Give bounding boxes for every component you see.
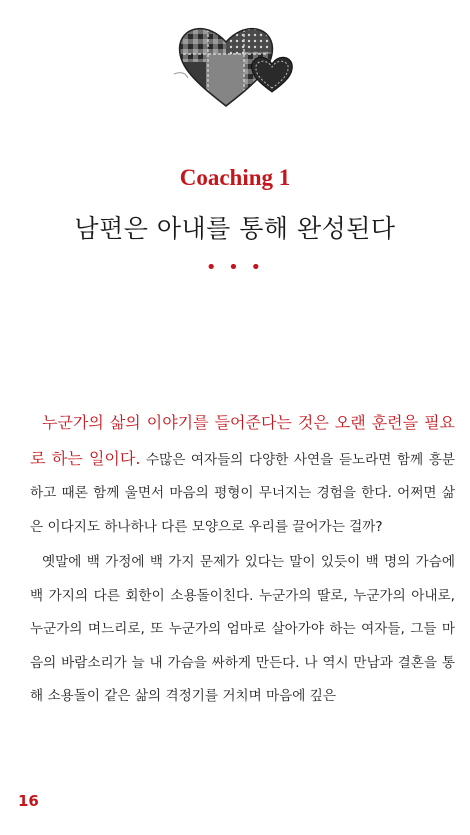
body-text: [30, 406, 455, 714]
paragraph-1-text: 수많은 여자들의 다양한 사연을 듣노라면 함께 흥분하고 때론 함께 울면서 마음의 평형이 무너지는 경험을 한다. 어쩌면 삶은 이다지도 하나하나 다른 모양으로 우리를 끌어가는 걸까?: [30, 451, 455, 535]
paragraph-1: [30, 406, 455, 544]
paragraph-2: 옛말에 백 가정에 백 가지 문제가 있다는 말이 있듯이 백 명의 가슴에 백 가지의 다른 회한이 소용돌이친다. 누군가의 딸로, 누군가의 아내로, 누군가의 며느리로, 또 누군가의 엄마로 살아가야 하는 여자들, 그들 마음의 바람소리가 늘 내 가슴을 싸하게 만든다. 나 역시 만남과 결혼을 통해 소용돌이 같은 삶의 격정기를 거치며 마음에 깊은: [30, 554, 455, 704]
lead-sentence: 누군가의 삶의 이야기를 들어준다는 것은 오랜 훈련을 필요로 하는 일이다.: [30, 413, 455, 468]
patchwork-hearts-icon: [168, 14, 296, 112]
title-divider: • • •: [205, 257, 265, 278]
chapter-label: Coaching 1: [179, 165, 291, 190]
page-number: 16: [18, 792, 39, 810]
chapter-title: 남편은 아내를 통해 완성된다: [74, 214, 396, 243]
